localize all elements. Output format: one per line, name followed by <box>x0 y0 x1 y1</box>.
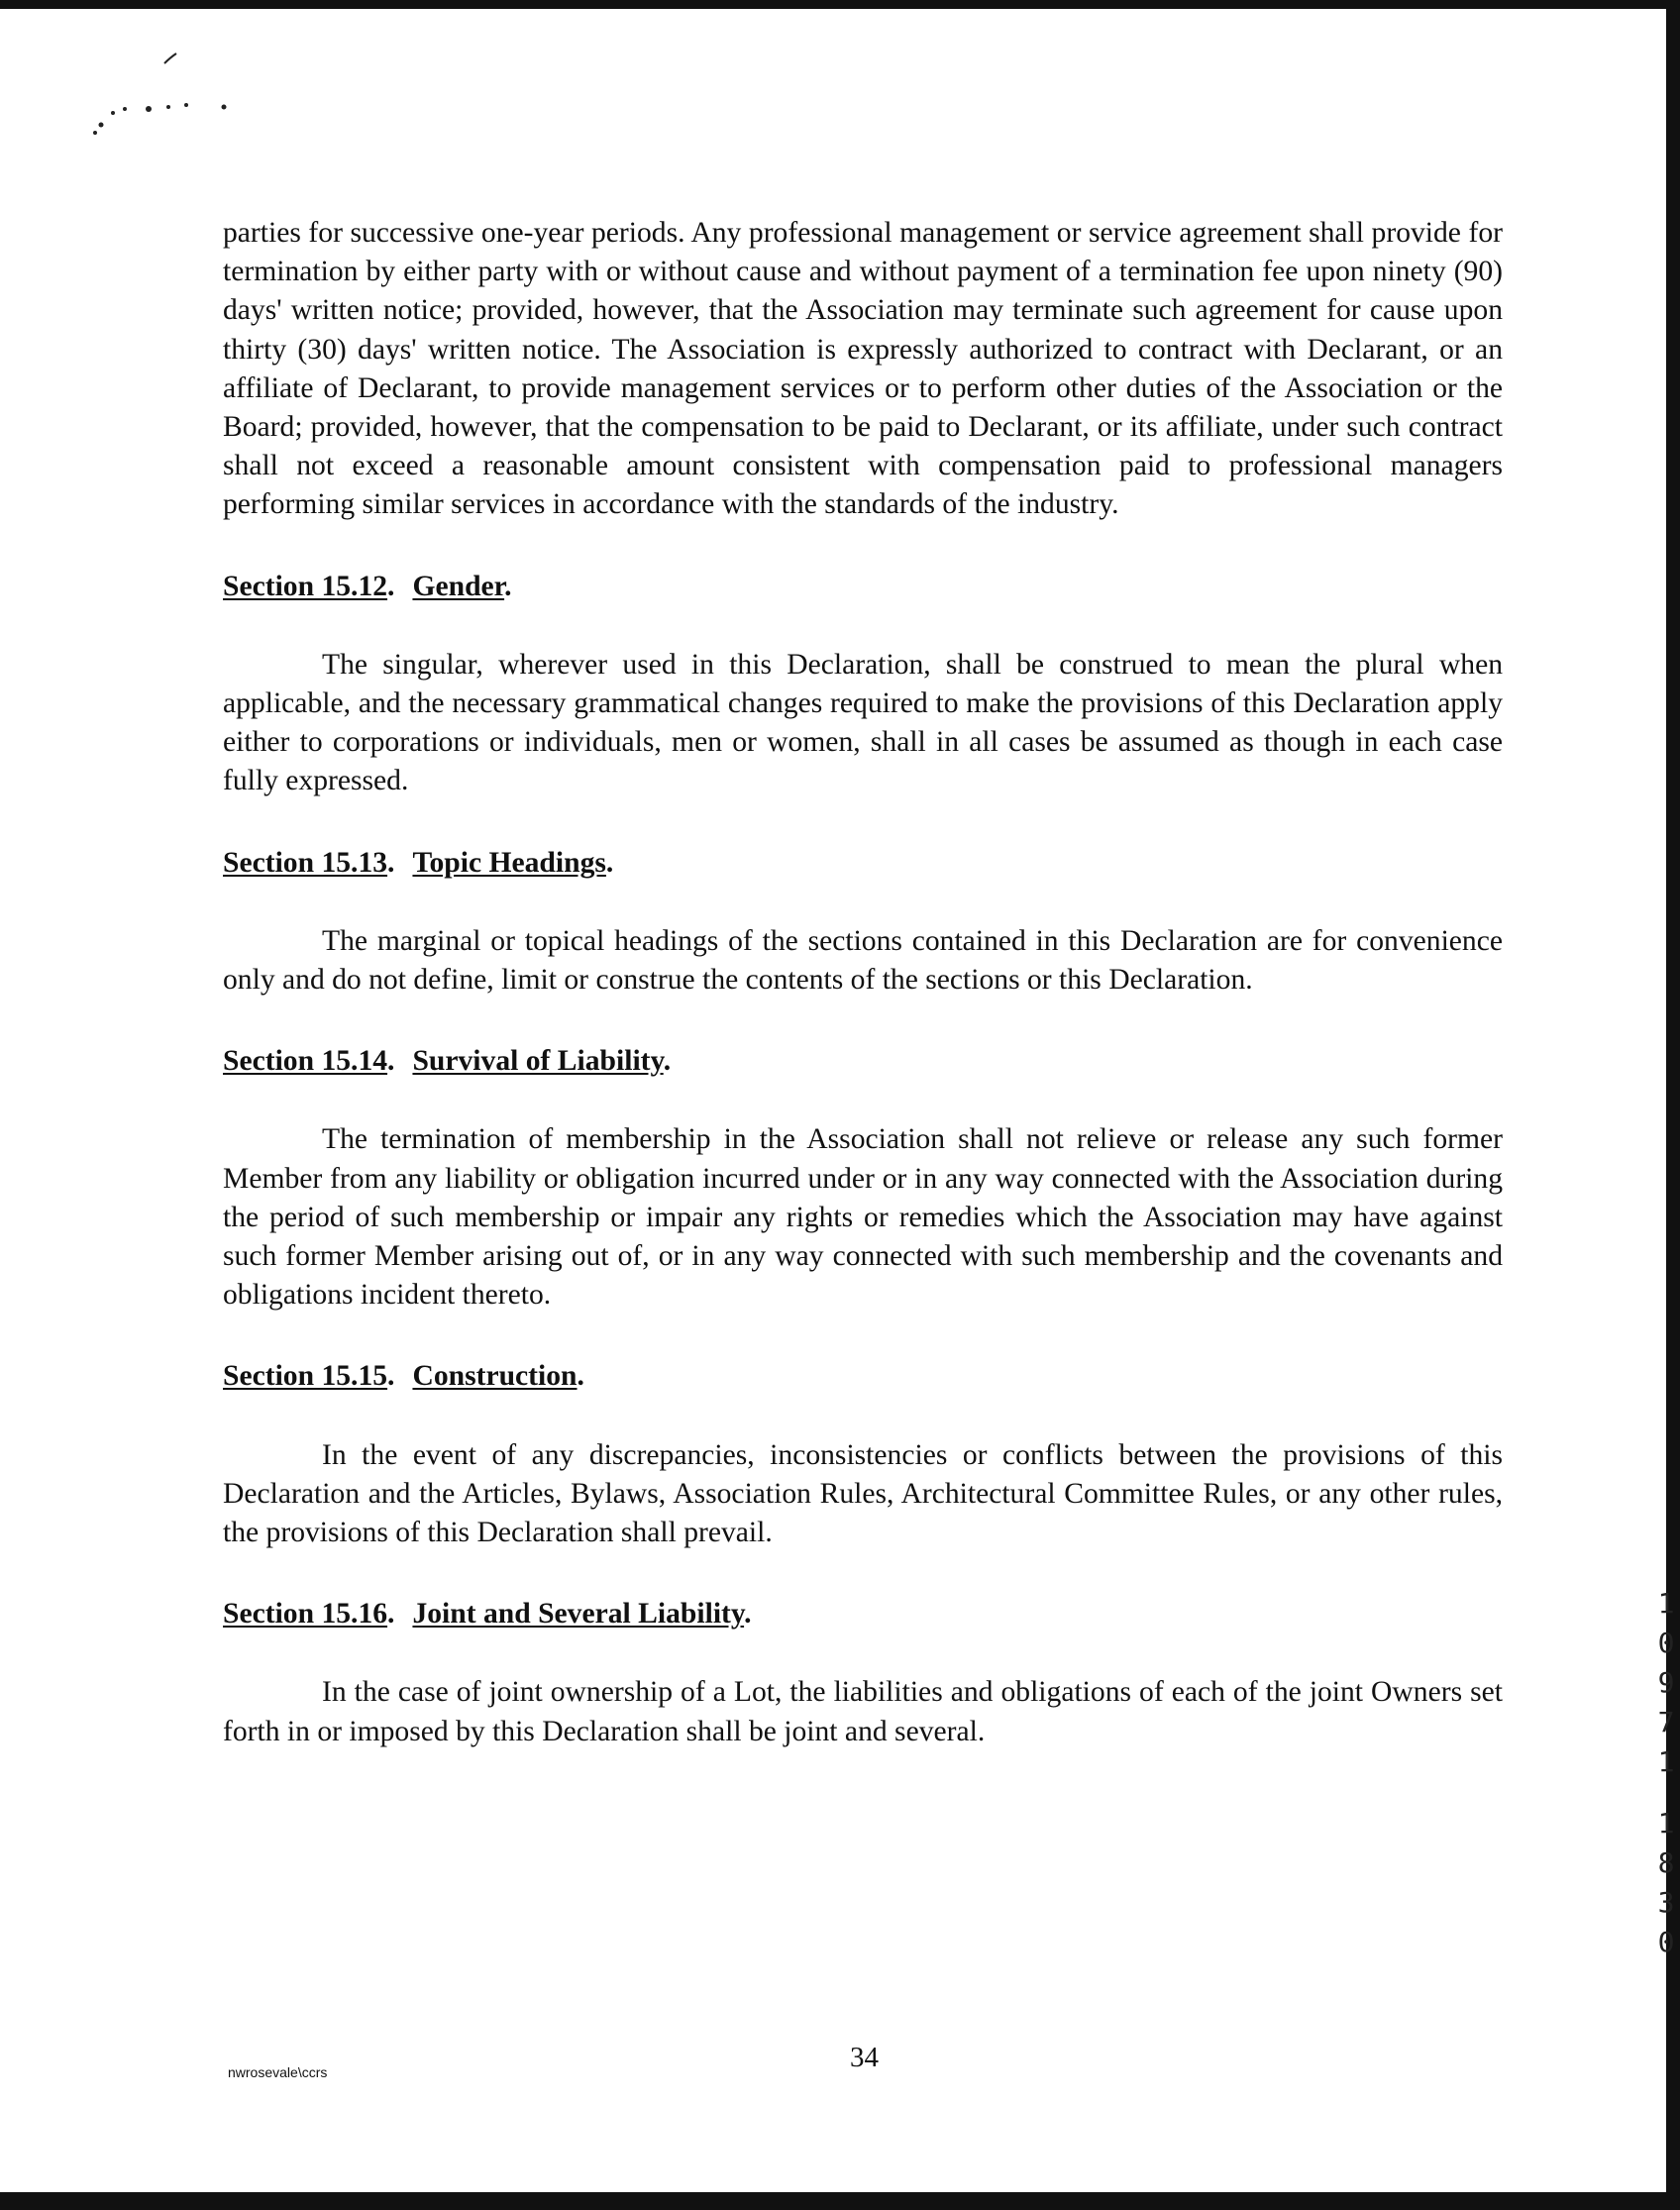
page-number: 34 <box>850 2042 879 2073</box>
section-title: Construction <box>412 1360 578 1393</box>
stamp-digit: 1 <box>1657 1745 1675 1778</box>
section-heading-15-12: Section 15.12. Gender. <box>223 570 512 602</box>
stamp-digit: 1 <box>1657 1587 1675 1620</box>
stamp-digit: 9 <box>1657 1666 1675 1699</box>
section-number: Section 15.13 <box>223 846 388 879</box>
section-number: Section 15.16 <box>223 1598 388 1631</box>
stamp-digit: 0 <box>1657 1926 1675 1958</box>
document-page <box>0 9 1675 2192</box>
stamp-digit: 8 <box>1657 1846 1675 1879</box>
section-number: Section 15.15 <box>223 1360 388 1393</box>
scan-speckles <box>77 44 246 143</box>
section-body-15-13: The marginal or topical headings of the sections contained in this Declaration are for convenience only and do not define, limit or construe the contents of the sections or this Declaration. <box>223 924 1503 997</box>
section-title: Topic Headings <box>412 846 606 879</box>
section-title: Joint and Several Liability <box>412 1598 745 1631</box>
section-heading-15-13: Section 15.13. Topic Headings. <box>223 846 614 879</box>
section-title: Survival of Liability <box>412 1045 664 1078</box>
file-path-footer: nwrosevale\ccrs <box>228 2064 328 2080</box>
document-body <box>223 214 1503 1751</box>
recording-stamp <box>1652 1584 1680 1962</box>
section-body-15-14: The termination of membership in the Association shall not relieve or release any such former Member from any liability or obligation incurred under or in any way connected with the Association during the period of such membership or impair any rights or remedies which the Association may have against such former Member arising out of, or in any way connected with such membership and the covenants and obligations incident thereto. <box>223 1123 1503 1312</box>
stamp-digit: 3 <box>1657 1886 1675 1919</box>
section-heading-15-16: Section 15.16. Joint and Several Liability. <box>223 1598 752 1631</box>
section-body-15-16: In the case of joint ownership of a Lot, the liabilities and obligations of each of the joint Owners set forth in or imposed by this Declaration shall be joint and several. <box>223 1676 1503 1747</box>
stamp-digit: 0 <box>1657 1627 1675 1659</box>
stamp-digit: 1 <box>1657 1807 1675 1840</box>
section-number: Section 15.12 <box>223 570 388 602</box>
section-body-15-15: In the event of any discrepancies, inconsistencies or conflicts between the provisions of this Declaration and the Articles, Bylaws, Association Rules, Architectural Committee Rules, or any other rules, the provisions of this Declaration shall prevail. <box>223 1438 1503 1549</box>
section-body-15-12: The singular, wherever used in this Declaration, shall be construed to mean the plural when applicable, and the necessary grammatical changes required to make the provisions of this Declaration apply either to corporations or individuals, men or women, shall in all cases be assumed as though in each case fully expressed. <box>223 648 1503 797</box>
continuation-paragraph: parties for successive one-year periods. Any professional management or service agreement shall provide for termination by either party with or without cause and without payment of a termination fee upon ninety (90) days' written notice; provided, however, that the Association may terminate such agreement for cause upon thirty (30) days' written notice. The Association is expressly authorized to contract with Declarant, or an affiliate of Declarant, to provide management services or to perform other duties of the Association or the Board; provided, however, that the compensation to be paid to Declarant, or its affiliate, under such contract shall not exceed a reasonable amount consistent with compensation paid to professional managers performing similar services in accordance with the standards of the industry. <box>223 217 1503 521</box>
stamp-digit: 7 <box>1657 1706 1675 1738</box>
section-title: Gender <box>412 570 505 602</box>
section-heading-15-15: Section 15.15. Construction. <box>223 1360 584 1393</box>
section-number: Section 15.14 <box>223 1045 388 1078</box>
section-heading-15-14: Section 15.14. Survival of Liability. <box>223 1045 672 1078</box>
